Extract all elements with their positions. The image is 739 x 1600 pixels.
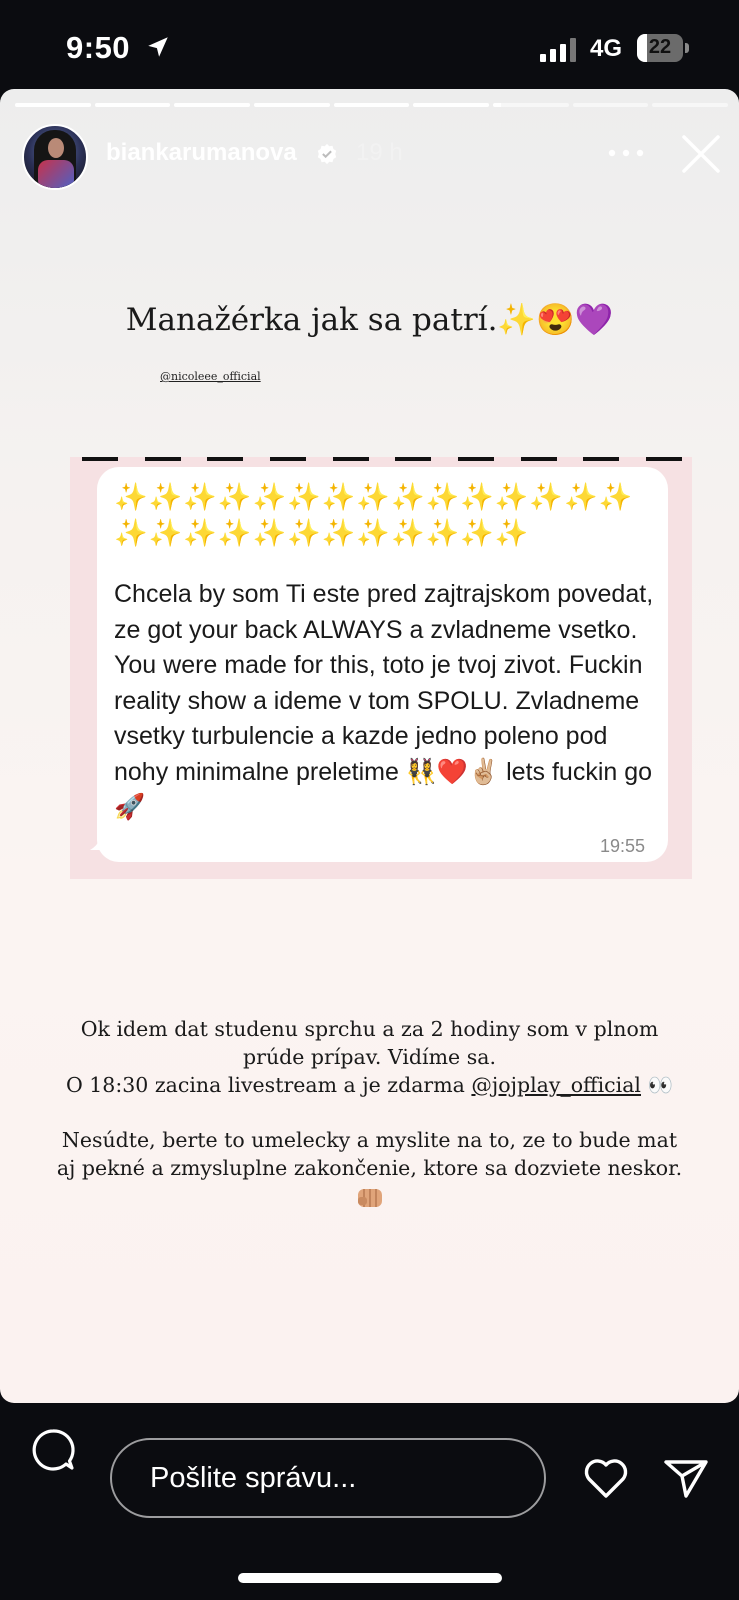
progress-segment xyxy=(15,103,91,107)
progress-segment xyxy=(334,103,410,107)
story-age: 19 h xyxy=(356,139,403,166)
home-indicator[interactable] xyxy=(238,1573,502,1583)
close-icon[interactable] xyxy=(680,133,722,175)
message-input-placeholder[interactable]: Pošlite správu... xyxy=(150,1462,357,1494)
status-bar xyxy=(0,0,739,90)
caption-line: Nesúdte, berte to umelecky a myslite na to, ze to bude mat xyxy=(61,1128,678,1152)
story-username[interactable]: biankarumanova xyxy=(106,139,297,166)
caption-line-livestream xyxy=(0,1071,739,1099)
mention-tag[interactable]: @nicoleee_official xyxy=(160,370,261,383)
send-icon[interactable] xyxy=(662,1456,710,1500)
progress-segment xyxy=(573,103,649,107)
chat-icon[interactable] xyxy=(30,1427,76,1473)
caption-line: prúde prípav. Vidíme sa. xyxy=(243,1045,496,1069)
heart-icon[interactable] xyxy=(582,1456,630,1500)
caption-text: 👀 xyxy=(641,1073,674,1097)
battery-indicator xyxy=(637,34,689,62)
status-time: 9:50 xyxy=(66,30,131,65)
message-text: Chcela by som Ti este pred zajtrajskom povedat, ze got your back ALWAYS a zvladneme vsetko. You were made for this, toto je tvoj zivot. Fuckin reality show a ideme v tom SPOLU. Zvladneme vsetky turbulencie a kazde jedno poleno pod nohy minimalne preletime 👯‍♀️❤️✌🏼 lets fuckin go 🚀 xyxy=(114,580,654,821)
caption-line: aj pekné a zmysluplne zakončenie, ktore sa dozviete neskor. xyxy=(56,1156,683,1180)
progress-segment xyxy=(95,103,171,107)
background-banner-text xyxy=(82,457,682,467)
verified-badge-icon xyxy=(316,143,338,165)
progress-segment xyxy=(652,103,728,107)
caption-line: Ok idem dat studenu sprchu a za 2 hodiny som v plnom xyxy=(80,1017,659,1041)
story-progress-bar xyxy=(15,103,728,107)
cellular-signal-icon xyxy=(540,38,578,62)
sparkles-row: ✨✨✨✨✨✨✨✨✨✨✨✨✨✨✨✨✨✨✨✨✨✨✨✨✨✨✨ xyxy=(114,482,634,548)
progress-segment xyxy=(493,103,569,107)
story-view[interactable] xyxy=(0,89,739,1403)
caption-text: O 18:30 zacina livestream a je zdarma xyxy=(65,1073,472,1097)
avatar[interactable] xyxy=(22,124,88,190)
caption-paragraph-2 xyxy=(0,1126,739,1212)
progress-segment xyxy=(174,103,250,107)
battery-level: 22 xyxy=(648,36,672,58)
progress-segment xyxy=(413,103,489,107)
caption-paragraph-1 xyxy=(0,1015,739,1099)
jojplay-mention-link[interactable]: @jojplay_official xyxy=(471,1073,641,1097)
more-options-icon[interactable] xyxy=(608,149,644,157)
network-type: 4G xyxy=(590,35,623,62)
message-time: 19:55 xyxy=(600,836,646,856)
location-arrow-icon xyxy=(145,34,171,60)
fist-bump-icon xyxy=(355,1184,385,1212)
message-bubble xyxy=(97,467,668,862)
message-screenshot xyxy=(70,457,692,879)
story-headline: Manažérka jak sa patrí.✨😍💜 xyxy=(125,302,614,338)
progress-segment xyxy=(254,103,330,107)
